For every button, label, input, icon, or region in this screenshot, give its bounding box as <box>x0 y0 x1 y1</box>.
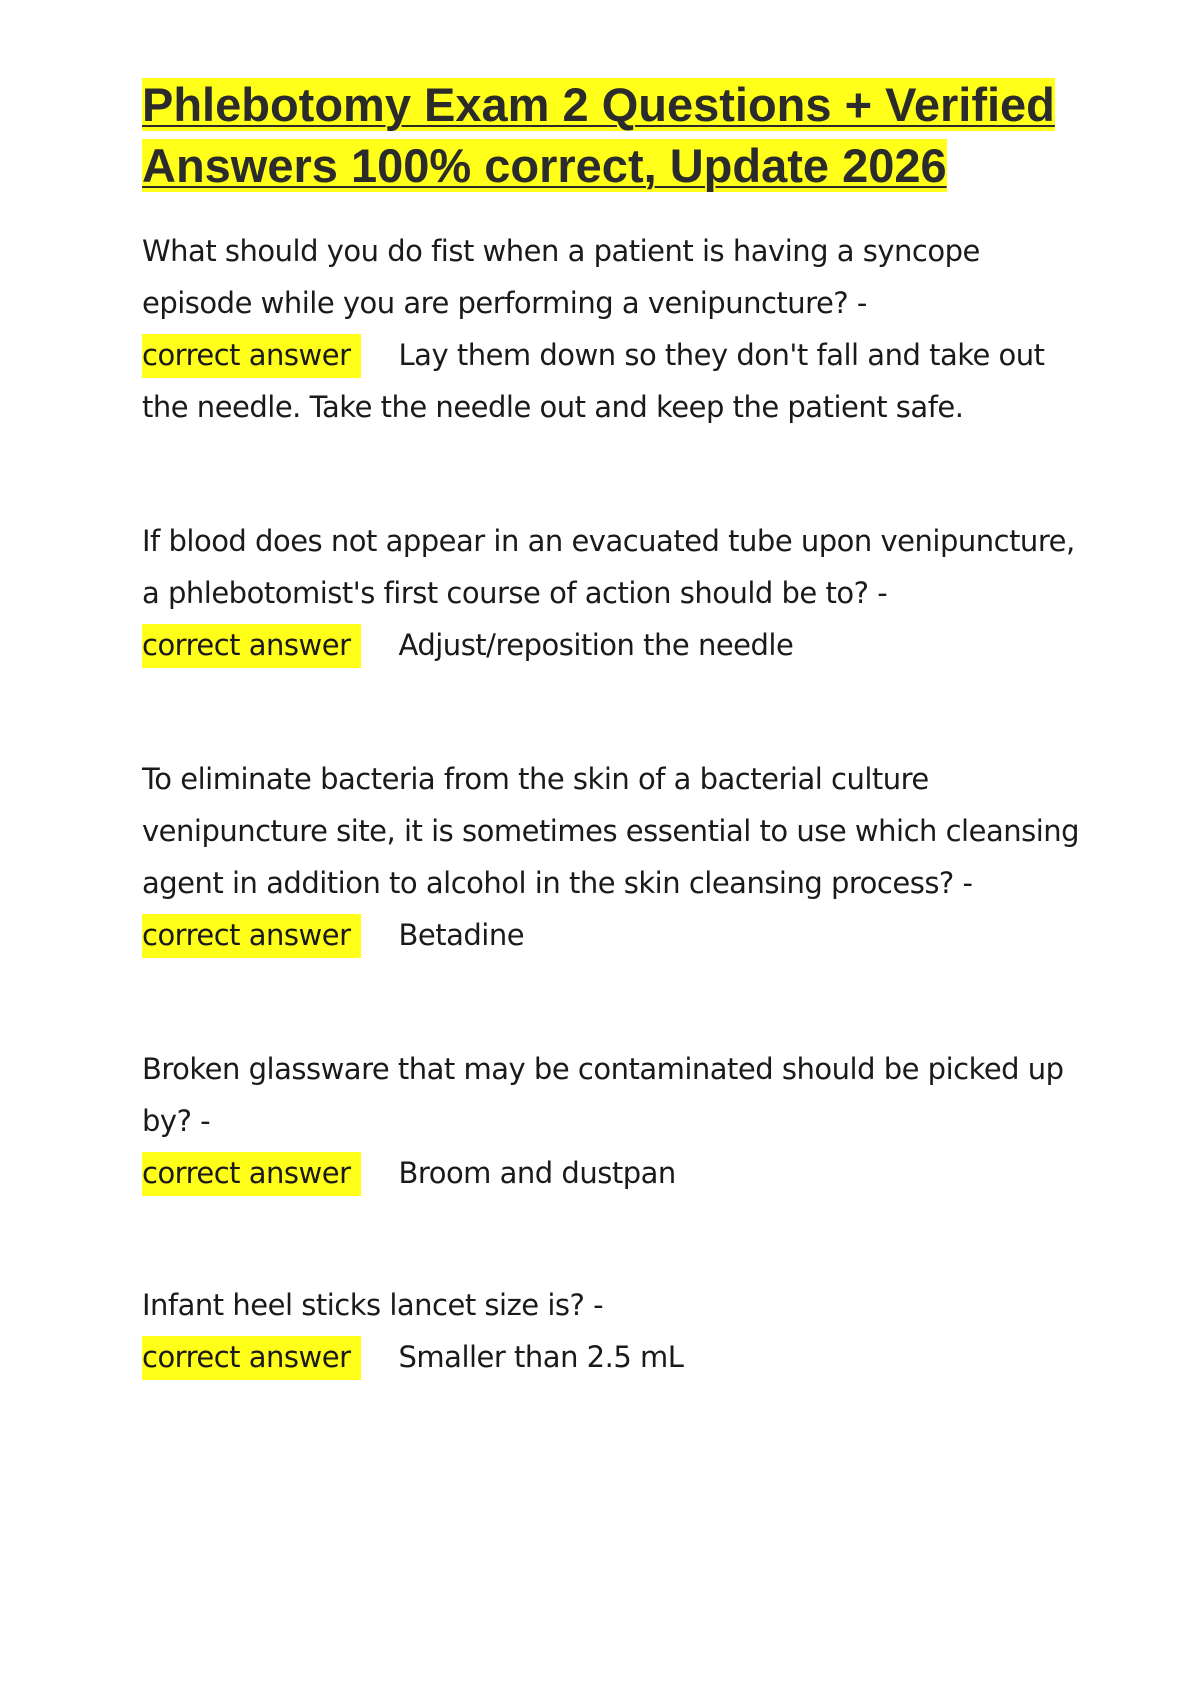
correct-answer-label: correct answer <box>142 914 361 958</box>
answer-line <box>142 619 1082 671</box>
answer-line <box>142 1331 1082 1383</box>
correct-answer-label: correct answer <box>142 1336 361 1380</box>
answer-line <box>142 909 1082 961</box>
correct-answer-label: correct answer <box>142 624 361 668</box>
document-title <box>142 74 1082 196</box>
qa-item <box>142 515 1082 671</box>
answer-text: Broom and dustpan <box>398 1156 676 1190</box>
qa-list <box>142 225 1082 1383</box>
answer-text: Adjust/reposition the needle <box>398 628 794 662</box>
answer-line <box>142 1147 1082 1199</box>
question-text: If blood does not appear in an evacuated tube upon venipuncture, a phlebotomist's first course of action should be to? - <box>142 524 1075 610</box>
question-text: What should you do fist when a patient is having a syncope episode while you are performing a venipuncture? - <box>142 234 980 320</box>
answer-text: Lay them down so they don't fall and take out the needle. Take the needle out and keep the patient safe. <box>142 338 1045 424</box>
qa-item <box>142 1279 1082 1383</box>
correct-answer-label: correct answer <box>142 334 361 378</box>
question-text: Broken glassware that may be contaminated should be picked up by? - <box>142 1052 1064 1138</box>
qa-item <box>142 225 1082 433</box>
question-text: Infant heel sticks lancet size is? - <box>142 1288 604 1322</box>
correct-answer-label: correct answer <box>142 1152 361 1196</box>
answer-line <box>142 329 1082 433</box>
qa-item <box>142 1043 1082 1199</box>
document-title-text: Phlebotomy Exam 2 Questions + Verified Answers 100% correct, Update 2026 <box>142 78 1055 192</box>
answer-text: Betadine <box>398 918 525 952</box>
question-text: To eliminate bacteria from the skin of a bacterial culture venipuncture site, it is sometimes essential to use which cleansing agent in addition to alcohol in the skin cleansing process? - <box>142 762 1080 900</box>
qa-item <box>142 753 1082 961</box>
answer-text: Smaller than 2.5 mL <box>398 1340 684 1374</box>
document-page <box>142 74 1082 1383</box>
